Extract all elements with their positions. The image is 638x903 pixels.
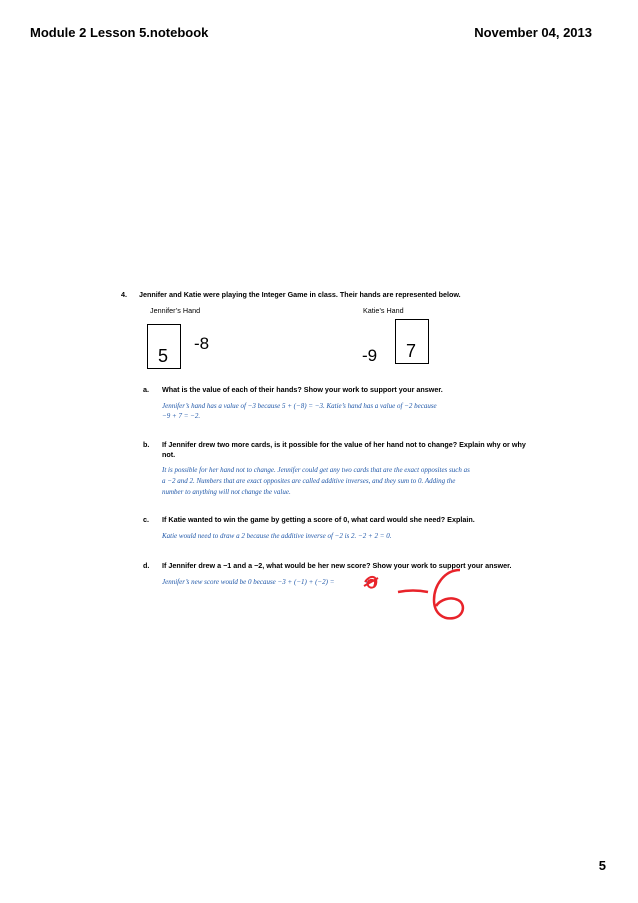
part-c-answer: Katie would need to draw a 2 because the additive inverse of −2 is 2. −2 + 2 = 0. [162,532,392,540]
katie-card-neg9: -9 [362,346,378,365]
notebook-title: Module 2 Lesson 5.notebook [30,25,209,40]
part-a-answer-line2: −9 + 7 = −2. [162,412,201,420]
header-date: November 04, 2013 [474,25,592,40]
jennifer-card-5 [147,324,181,369]
part-b-answer-line3: number to anything will not change the value. [162,488,291,496]
katie-hand-label: Katie’s Hand [363,306,404,315]
minus-stroke [398,591,428,593]
jennifer-card-neg8: -8 [194,334,210,353]
part-b-question-line2: not. [162,450,176,459]
problem-number: 4. [121,290,127,299]
card-value: 5 [158,346,169,366]
part-b-question-line1: If Jennifer drew two more cards, is it possible for the value of her hand not to change? Explain why or why [162,440,526,449]
part-d-crossed-answer: 0 [366,578,370,586]
scribble-mark [364,577,378,588]
part-d-letter: d. [143,561,150,570]
handwritten-answer-text [0,0,1,1]
part-c-letter: c. [143,515,149,524]
problem-prompt: Jennifer and Katie were playing the Integer Game in class. Their hands are represented below. [139,290,461,299]
part-c-question: If Katie wanted to win the game by getting a score of 0, what card would she need? Explain. [162,515,475,524]
katie-card-7 [395,319,429,364]
jennifer-hand-label: Jennifer’s Hand [150,306,201,315]
digit-six-stroke [434,570,463,618]
part-d-answer: Jennifer’s new score would be 0 because −3 + (−1) + (−2) = [162,578,335,586]
handwritten-correction [360,560,480,630]
part-a-answer-line1: Jennifer’s hand has a value of −3 because 5 + (−8) = −3. Katie’s hand has a value of −2 because [162,402,437,410]
card-value: 7 [406,341,417,361]
part-b-answer-line2: a −2 and 2. Numbers that are exact opposites are called additive inverses, and they sum to 0. Adding the [162,477,456,485]
part-b-answer-line1: It is possible for her hand not to change. Jennifer could get any two cards that are the exact opposites such as [162,466,470,474]
page-number: 5 [598,858,606,873]
part-d-question: If Jennifer drew a −1 and a −2, what would be her new score? Show your work to support your answer. [162,561,512,570]
part-b-letter: b. [143,440,150,449]
part-a-question: What is the value of each of their hands? Show your work to support your answer. [162,385,443,394]
part-a-letter: a. [143,385,149,394]
